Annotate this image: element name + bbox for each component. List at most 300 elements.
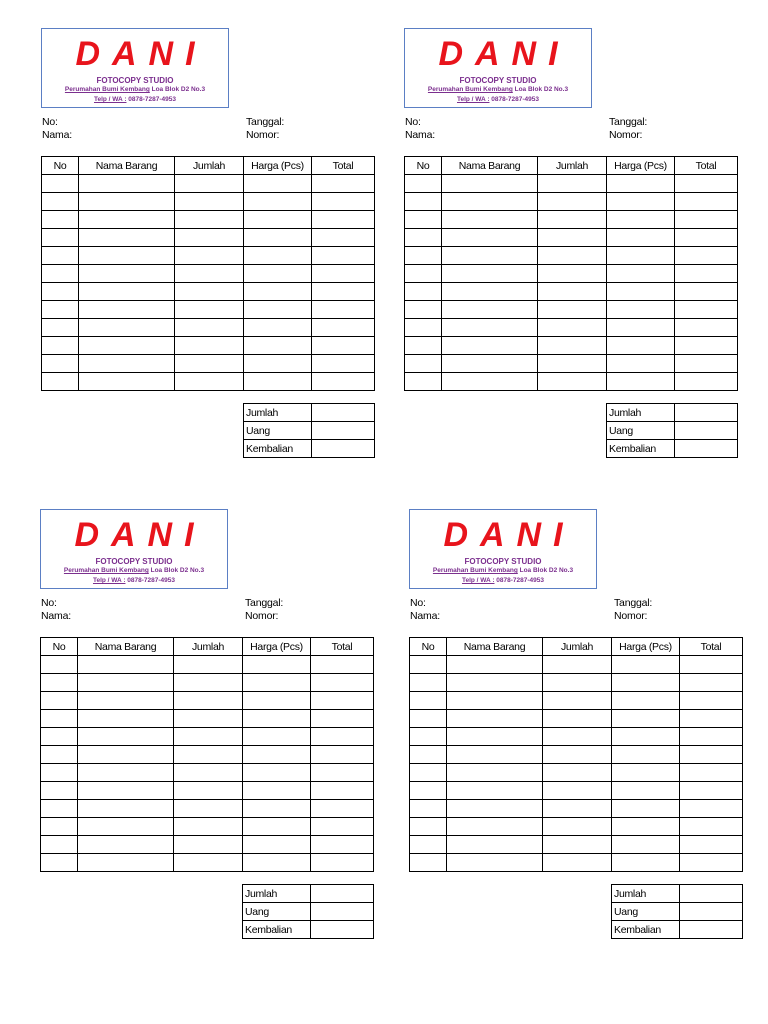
table-cell: [543, 854, 612, 872]
table-row: [410, 746, 743, 764]
table-cell: [174, 854, 243, 872]
table-cell: [607, 355, 675, 373]
table-cell: [312, 193, 375, 211]
table-cell: [78, 692, 174, 710]
table-row: [41, 728, 374, 746]
totals-row: [607, 440, 738, 458]
field-nama: Nama:: [405, 129, 435, 141]
table-cell: [405, 355, 442, 373]
table-cell: [680, 854, 743, 872]
table-cell: [243, 728, 311, 746]
table-cell: [675, 265, 738, 283]
items-body: [41, 656, 374, 872]
table-cell: [243, 818, 311, 836]
totals-row: [244, 422, 375, 440]
table-cell: [447, 656, 543, 674]
logo-brand: DANI: [75, 35, 207, 73]
totals-value: [675, 440, 738, 458]
table-cell: [543, 728, 612, 746]
table-cell: [612, 692, 680, 710]
receipt: [404, 28, 744, 468]
totals-label: Kembalian: [612, 921, 680, 939]
totals-value: [312, 440, 375, 458]
table-cell: [79, 265, 175, 283]
totals-row: [244, 440, 375, 458]
table-cell: [41, 674, 78, 692]
totals-value: [312, 404, 375, 422]
table-cell: [175, 265, 244, 283]
totals-row: [607, 422, 738, 440]
table-cell: [78, 782, 174, 800]
table-cell: [442, 337, 538, 355]
table-cell: [174, 692, 243, 710]
table-cell: [543, 692, 612, 710]
table-row: [405, 175, 738, 193]
table-cell: [78, 800, 174, 818]
table-cell: [174, 800, 243, 818]
table-cell: [543, 674, 612, 692]
logo-brand: DANI: [74, 516, 206, 554]
table-cell: [680, 656, 743, 674]
table-cell: [538, 211, 607, 229]
table-cell: [41, 782, 78, 800]
logo-phone-label: Telp / WA :: [93, 96, 127, 103]
table-cell: [447, 710, 543, 728]
items-table: [41, 156, 375, 391]
table-row: [405, 229, 738, 247]
store-logo: [40, 509, 228, 589]
table-cell: [405, 283, 442, 301]
table-row: [41, 818, 374, 836]
totals-row: [607, 404, 738, 422]
logo-phone-number: 0878-7287-4953: [494, 577, 544, 584]
table-cell: [243, 674, 311, 692]
table-row: [41, 746, 374, 764]
table-cell: [538, 283, 607, 301]
table-cell: [675, 301, 738, 319]
logo-address-rest: Loa Blok D2 No.3: [517, 567, 574, 574]
items-body: [405, 175, 738, 391]
table-cell: [79, 373, 175, 391]
table-cell: [680, 800, 743, 818]
table-cell: [405, 373, 442, 391]
table-cell: [607, 229, 675, 247]
totals-value: [675, 422, 738, 440]
logo-address-prefix: Perumahan Bumi Kembang: [427, 86, 513, 93]
table-cell: [447, 692, 543, 710]
table-cell: [447, 674, 543, 692]
table-cell: [675, 373, 738, 391]
column-header: Harga (Pcs): [244, 157, 312, 175]
table-cell: [405, 247, 442, 265]
table-row: [42, 247, 375, 265]
logo-address-prefix: Perumahan Bumi Kembang: [432, 567, 518, 574]
table-cell: [538, 175, 607, 193]
table-cell: [612, 782, 680, 800]
table-cell: [42, 337, 79, 355]
logo-phone: [405, 96, 591, 103]
table-cell: [175, 229, 244, 247]
column-header: Total: [675, 157, 738, 175]
table-cell: [312, 319, 375, 337]
table-cell: [312, 247, 375, 265]
table-cell: [607, 247, 675, 265]
table-cell: [41, 746, 78, 764]
table-row: [405, 337, 738, 355]
table-cell: [405, 319, 442, 337]
table-cell: [405, 211, 442, 229]
table-cell: [675, 337, 738, 355]
table-row: [42, 373, 375, 391]
table-cell: [442, 373, 538, 391]
table-cell: [675, 283, 738, 301]
column-header: Nama Barang: [442, 157, 538, 175]
table-cell: [538, 193, 607, 211]
totals-row: [243, 903, 374, 921]
totals-value: [680, 903, 743, 921]
column-header: Nama Barang: [447, 638, 543, 656]
table-cell: [78, 674, 174, 692]
field-no: No:: [42, 116, 58, 128]
table-cell: [311, 800, 374, 818]
totals-value: [675, 404, 738, 422]
table-cell: [78, 728, 174, 746]
table-cell: [243, 782, 311, 800]
table-cell: [442, 175, 538, 193]
table-cell: [41, 836, 78, 854]
table-cell: [78, 764, 174, 782]
table-row: [42, 175, 375, 193]
logo-address: [405, 86, 591, 93]
table-cell: [410, 746, 447, 764]
table-row: [410, 764, 743, 782]
table-cell: [680, 764, 743, 782]
table-cell: [410, 692, 447, 710]
table-row: [405, 373, 738, 391]
table-row: [41, 764, 374, 782]
table-cell: [675, 175, 738, 193]
table-cell: [41, 656, 78, 674]
table-cell: [680, 674, 743, 692]
totals-body: [612, 885, 743, 939]
table-cell: [79, 247, 175, 265]
table-cell: [311, 854, 374, 872]
table-cell: [243, 836, 311, 854]
totals-row: [244, 404, 375, 422]
table-cell: [312, 337, 375, 355]
table-row: [41, 692, 374, 710]
table-cell: [244, 355, 312, 373]
table-cell: [447, 764, 543, 782]
items-table: [404, 156, 738, 391]
table-cell: [447, 728, 543, 746]
table-cell: [311, 692, 374, 710]
table-cell: [41, 800, 78, 818]
table-cell: [244, 193, 312, 211]
totals-value: [680, 885, 743, 903]
table-row: [41, 836, 374, 854]
table-row: [410, 818, 743, 836]
table-cell: [41, 764, 78, 782]
table-cell: [243, 746, 311, 764]
table-cell: [680, 746, 743, 764]
column-header: No: [410, 638, 447, 656]
column-header: Jumlah: [543, 638, 612, 656]
logo-phone: [42, 96, 228, 103]
store-logo: [404, 28, 592, 108]
totals-label: Jumlah: [244, 404, 312, 422]
table-cell: [612, 800, 680, 818]
table-cell: [405, 193, 442, 211]
table-cell: [175, 247, 244, 265]
table-cell: [675, 211, 738, 229]
table-row: [410, 782, 743, 800]
table-cell: [311, 782, 374, 800]
table-cell: [538, 355, 607, 373]
column-header: Nama Barang: [79, 157, 175, 175]
table-cell: [442, 193, 538, 211]
table-cell: [543, 800, 612, 818]
column-header: Total: [680, 638, 743, 656]
column-header: Jumlah: [538, 157, 607, 175]
column-header: Harga (Pcs): [607, 157, 675, 175]
table-cell: [612, 854, 680, 872]
totals-body: [607, 404, 738, 458]
table-cell: [410, 800, 447, 818]
receipt: [41, 28, 381, 468]
logo-phone-number: 0878-7287-4953: [125, 577, 175, 584]
table-cell: [41, 728, 78, 746]
table-cell: [410, 764, 447, 782]
table-cell: [79, 355, 175, 373]
table-cell: [442, 355, 538, 373]
table-row: [41, 782, 374, 800]
table-cell: [612, 818, 680, 836]
table-cell: [311, 656, 374, 674]
items-header-row: [405, 157, 738, 175]
table-cell: [175, 211, 244, 229]
table-cell: [538, 301, 607, 319]
table-cell: [243, 854, 311, 872]
table-row: [405, 211, 738, 229]
column-header: Total: [312, 157, 375, 175]
table-row: [41, 674, 374, 692]
logo-phone: [41, 577, 227, 584]
table-cell: [244, 175, 312, 193]
table-row: [405, 301, 738, 319]
logo-subtitle: FOTOCOPY STUDIO: [96, 76, 174, 85]
column-header: Harga (Pcs): [243, 638, 311, 656]
table-cell: [42, 283, 79, 301]
table-cell: [607, 373, 675, 391]
table-cell: [442, 211, 538, 229]
table-cell: [244, 265, 312, 283]
totals-value: [311, 921, 374, 939]
table-cell: [405, 301, 442, 319]
table-cell: [244, 319, 312, 337]
table-cell: [538, 319, 607, 337]
field-nama: Nama:: [42, 129, 72, 141]
table-cell: [311, 674, 374, 692]
table-row: [42, 211, 375, 229]
table-row: [410, 800, 743, 818]
table-cell: [607, 283, 675, 301]
logo-phone-number: 0878-7287-4953: [489, 96, 539, 103]
table-cell: [607, 211, 675, 229]
table-cell: [243, 764, 311, 782]
table-cell: [675, 355, 738, 373]
table-cell: [607, 265, 675, 283]
table-row: [42, 301, 375, 319]
logo-brand: DANI: [443, 516, 575, 554]
table-row: [42, 193, 375, 211]
column-header: Harga (Pcs): [612, 638, 680, 656]
logo-address-rest: Loa Blok D2 No.3: [148, 567, 205, 574]
logo-address: [41, 567, 227, 574]
table-cell: [42, 229, 79, 247]
table-cell: [538, 337, 607, 355]
table-cell: [244, 247, 312, 265]
table-row: [42, 283, 375, 301]
table-row: [410, 656, 743, 674]
table-cell: [243, 692, 311, 710]
table-cell: [42, 247, 79, 265]
totals-label: Uang: [243, 903, 311, 921]
table-cell: [447, 800, 543, 818]
table-cell: [175, 337, 244, 355]
field-nama: Nama:: [41, 610, 71, 622]
table-cell: [612, 764, 680, 782]
table-row: [42, 229, 375, 247]
table-cell: [174, 728, 243, 746]
table-cell: [79, 229, 175, 247]
totals-table: [606, 403, 738, 458]
table-cell: [79, 175, 175, 193]
items-body: [410, 656, 743, 872]
table-cell: [79, 211, 175, 229]
column-header: No: [405, 157, 442, 175]
table-cell: [410, 836, 447, 854]
table-cell: [78, 746, 174, 764]
table-cell: [410, 728, 447, 746]
table-cell: [680, 728, 743, 746]
table-cell: [41, 692, 78, 710]
table-cell: [79, 301, 175, 319]
table-cell: [174, 818, 243, 836]
table-cell: [612, 836, 680, 854]
table-cell: [538, 229, 607, 247]
field-tanggal: Tanggal:: [246, 116, 285, 128]
table-row: [410, 692, 743, 710]
field-no: No:: [41, 597, 57, 609]
logo-address-rest: Loa Blok D2 No.3: [512, 86, 569, 93]
field-tanggal: Tanggal:: [609, 116, 648, 128]
table-cell: [244, 301, 312, 319]
receipt: [40, 509, 380, 949]
totals-table: [611, 884, 743, 939]
table-row: [42, 319, 375, 337]
items-table: [40, 637, 374, 872]
table-cell: [543, 818, 612, 836]
table-cell: [612, 656, 680, 674]
table-cell: [174, 764, 243, 782]
table-cell: [175, 175, 244, 193]
table-row: [41, 710, 374, 728]
table-cell: [607, 337, 675, 355]
table-cell: [405, 229, 442, 247]
table-row: [41, 800, 374, 818]
table-cell: [175, 301, 244, 319]
table-cell: [543, 836, 612, 854]
table-cell: [42, 355, 79, 373]
table-cell: [312, 265, 375, 283]
table-cell: [174, 710, 243, 728]
field-tanggal: Tanggal:: [245, 597, 284, 609]
table-cell: [607, 301, 675, 319]
table-cell: [675, 229, 738, 247]
logo-subtitle: FOTOCOPY STUDIO: [95, 557, 173, 566]
logo-phone-label: Telp / WA :: [92, 577, 126, 584]
table-cell: [312, 229, 375, 247]
totals-label: Uang: [607, 422, 675, 440]
table-row: [410, 854, 743, 872]
store-logo: [41, 28, 229, 108]
table-cell: [78, 710, 174, 728]
table-cell: [607, 193, 675, 211]
table-cell: [543, 782, 612, 800]
table-cell: [543, 764, 612, 782]
table-cell: [442, 301, 538, 319]
table-cell: [312, 175, 375, 193]
column-header: Nama Barang: [78, 638, 174, 656]
totals-label: Uang: [244, 422, 312, 440]
table-cell: [311, 728, 374, 746]
table-cell: [244, 211, 312, 229]
table-cell: [543, 746, 612, 764]
table-row: [410, 836, 743, 854]
table-row: [42, 355, 375, 373]
table-cell: [174, 656, 243, 674]
table-cell: [311, 710, 374, 728]
table-cell: [312, 283, 375, 301]
table-cell: [442, 319, 538, 337]
field-tanggal: Tanggal:: [614, 597, 653, 609]
totals-row: [612, 921, 743, 939]
totals-label: Kembalian: [244, 440, 312, 458]
table-cell: [447, 818, 543, 836]
logo-address-prefix: Perumahan Bumi Kembang: [63, 567, 149, 574]
logo-address-prefix: Perumahan Bumi Kembang: [64, 86, 150, 93]
logo-address: [410, 567, 596, 574]
column-header: Jumlah: [175, 157, 244, 175]
table-row: [405, 247, 738, 265]
table-cell: [175, 319, 244, 337]
logo-phone-label: Telp / WA :: [461, 577, 495, 584]
table-cell: [680, 836, 743, 854]
table-cell: [538, 373, 607, 391]
table-cell: [311, 818, 374, 836]
table-cell: [442, 229, 538, 247]
totals-row: [243, 921, 374, 939]
table-cell: [243, 656, 311, 674]
table-cell: [680, 782, 743, 800]
table-cell: [680, 710, 743, 728]
totals-value: [311, 885, 374, 903]
totals-table: [242, 884, 374, 939]
field-nomor: Nomor:: [609, 129, 643, 141]
totals-table: [243, 403, 375, 458]
table-cell: [41, 710, 78, 728]
